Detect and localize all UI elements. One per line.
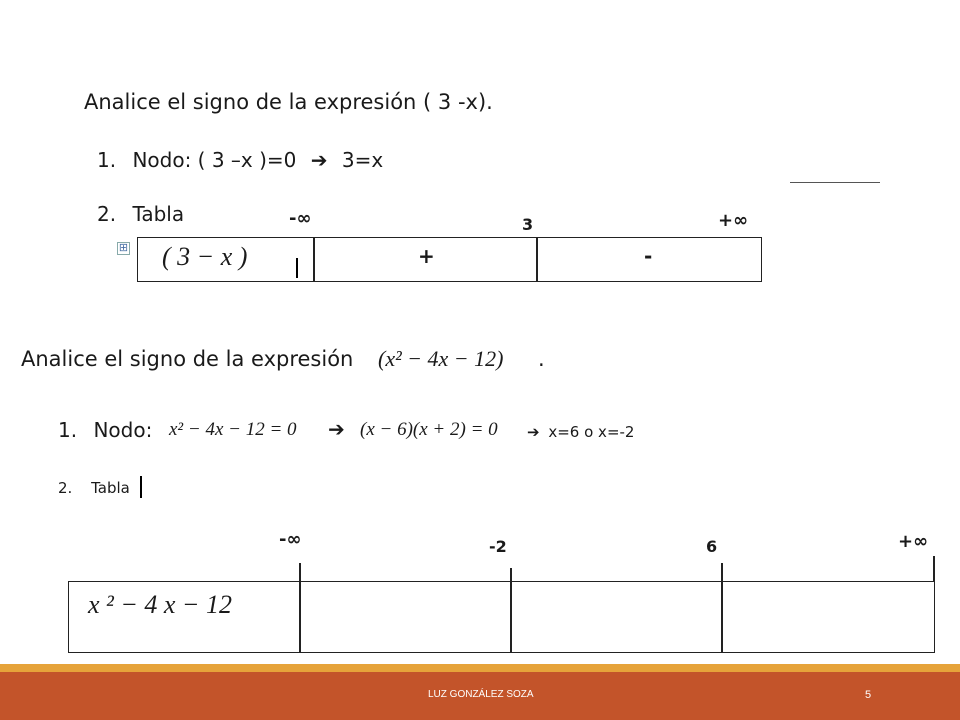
section2-item2: [58, 479, 130, 497]
factored-equation: (x − 6)(x + 2) = 0: [360, 419, 498, 440]
table1-expression: ( 3 − x ): [162, 242, 248, 271]
node-result: 3=x: [341, 148, 384, 172]
footer-accent-band: [0, 664, 960, 672]
section2-title-period: .: [538, 347, 545, 371]
table2-label-6: 6: [706, 537, 718, 556]
section1-title: Analice el signo de la expresión ( 3 -x).: [84, 90, 493, 114]
list-number: 2.: [58, 479, 73, 497]
node-label: Nodo:: [93, 418, 153, 442]
list-number: 1.: [97, 148, 117, 172]
table2-divider: [721, 563, 723, 653]
table1-sign-minus: -: [644, 244, 653, 268]
arrow-right-icon: ➔: [310, 148, 328, 172]
section2-title: Analice el signo de la expresión: [21, 347, 354, 371]
table-heading: Tabla: [91, 479, 130, 497]
table2-label-neg-infinity: -∞: [279, 529, 302, 550]
table1-label-neg-infinity: -∞: [289, 208, 312, 229]
list-number: 1.: [58, 418, 78, 442]
section1-item1: [97, 148, 383, 172]
divider-line: [790, 182, 880, 183]
roots-text: x=6 o x=-2: [548, 423, 635, 441]
arrow-right-icon: ➔: [328, 417, 345, 441]
table2-divider: [510, 568, 512, 653]
section1-item2: [97, 202, 184, 226]
table1-divider: [313, 237, 315, 282]
table1-label-3: 3: [522, 215, 534, 234]
table-heading: Tabla: [132, 202, 185, 226]
list-number: 2.: [97, 202, 117, 226]
table-move-handle-icon[interactable]: ⊞: [118, 242, 129, 254]
node-equation: x² − 4x − 12 = 0: [169, 419, 297, 440]
table1-sign-plus: +: [418, 244, 435, 268]
table1-divider: [536, 237, 538, 282]
table2-expression: x ² − 4 x − 12: [88, 590, 232, 619]
table2-label-minus2: -2: [489, 537, 507, 556]
table2-divider: [299, 563, 301, 653]
node-equation: Nodo: ( 3 –x )=0: [132, 148, 297, 172]
section2-item1-label: [58, 418, 152, 442]
table2-divider: [933, 556, 935, 582]
table2-label-pos-infinity: +∞: [898, 531, 929, 552]
text-cursor: [296, 258, 298, 278]
footer-author: LUZ GONZÁLEZ SOZA: [428, 689, 534, 700]
text-cursor: [140, 476, 142, 498]
section2-title-expression: (x² − 4x − 12): [378, 346, 504, 371]
page-number: 5: [865, 689, 872, 701]
arrow-right-icon: ➔: [527, 423, 540, 441]
node-result: [527, 423, 634, 441]
table1-label-pos-infinity: +∞: [718, 210, 749, 231]
